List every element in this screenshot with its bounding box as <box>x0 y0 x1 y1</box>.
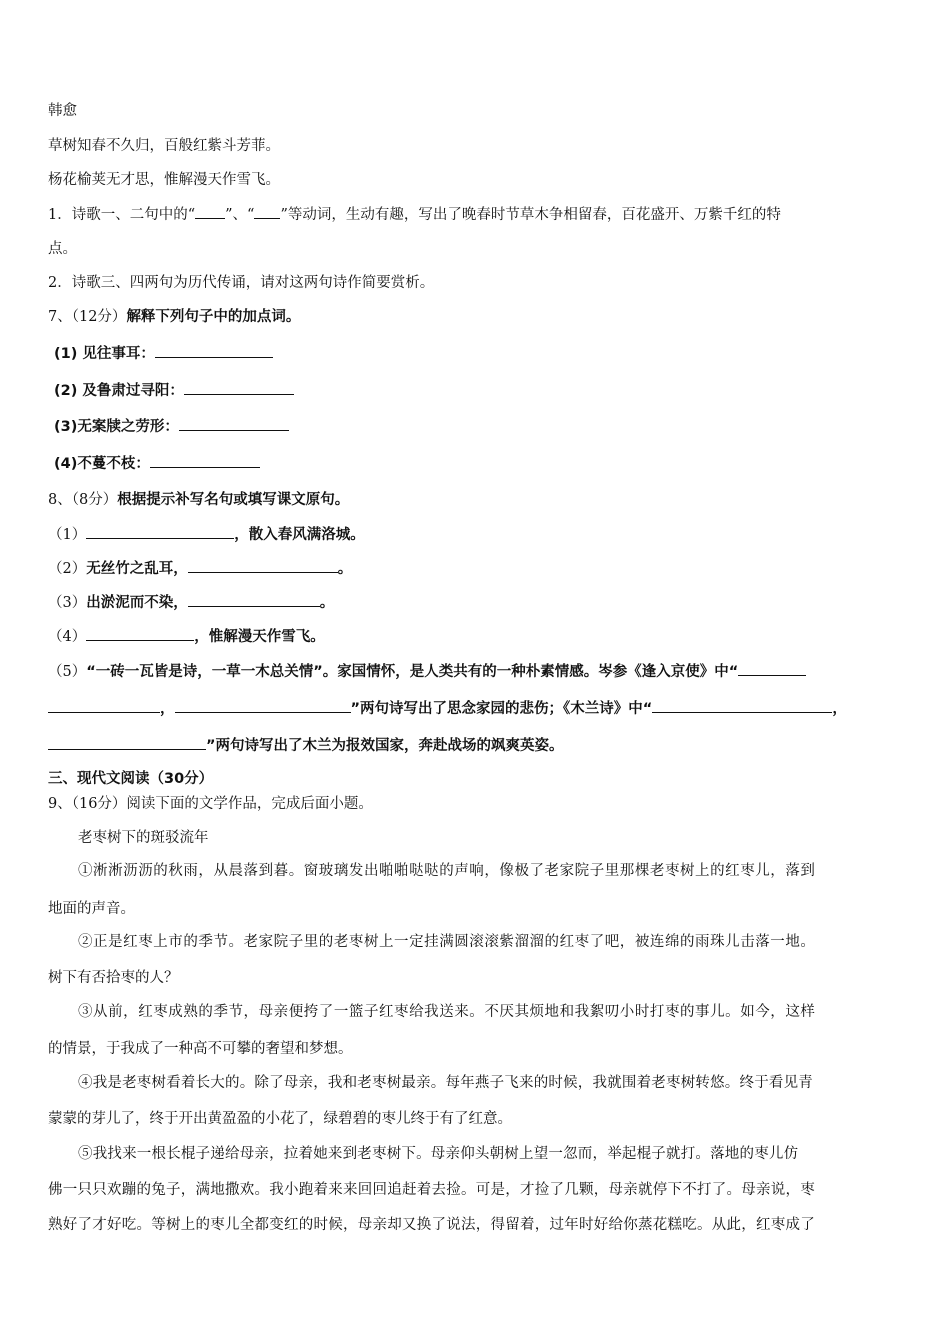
q8-item-5-blank-2[interactable] <box>48 698 160 713</box>
q8-item-5-text: “一砖一瓦皆是诗，一草一木总关情”。家国情怀，是人类共有的一种朴素情感。岑参《逢入京使》中“ <box>86 664 739 680</box>
article-paragraph-1: ①淅淅沥沥的秋雨，从晨落到暮。窗玻璃发出啪啪哒哒的声响，像极了老家院子里那棵老枣树上的红枣儿，落到 <box>78 863 816 879</box>
q8-item-5-sep-1: ， <box>160 701 175 717</box>
q8-heading <box>48 490 349 510</box>
q8-item-3-text: 出淤泥而不染， <box>86 595 188 611</box>
q7-heading <box>48 307 300 327</box>
q8-item-5-end: ”两句诗写出了木兰为报效国家，奔赴战场的飒爽英姿。 <box>206 738 564 754</box>
q8-item-4 <box>48 626 325 647</box>
q7-item-3-text: 无案牍之劳形： <box>77 419 179 435</box>
q8-item-5-blank-3[interactable] <box>175 698 351 713</box>
q7-item-1-blank[interactable] <box>155 343 273 358</box>
q8-item-5-blank-5[interactable] <box>48 735 206 750</box>
q1-text-c: ”等动词，生动有趣，写出了晚春时节草木争相留春，百花盛开、万紫千红的特 <box>280 207 781 223</box>
poem-line-2: 杨花榆荚无才思，惟解漫天作雪飞。 <box>48 172 280 188</box>
q8-item-1-blank[interactable] <box>86 524 234 539</box>
q7-item-4-num: (4) <box>54 456 78 472</box>
q7-item-4-blank[interactable] <box>150 453 260 468</box>
q7-item-3-num: (3) <box>54 419 78 435</box>
q8-item-5 <box>48 661 806 682</box>
q8-item-5-num: （5） <box>48 664 87 680</box>
q8-number: 8、（8分） <box>48 492 118 508</box>
q7-item-2-num: (2) <box>54 383 78 399</box>
q7-item-1 <box>54 343 273 364</box>
q8-item-4-text: ，惟解漫天作雪飞。 <box>194 629 325 645</box>
poem-author: 韩愈 <box>48 103 77 119</box>
q1-blank-1[interactable] <box>195 204 225 219</box>
poem-question-1-cont: 点。 <box>48 241 77 257</box>
article-paragraph-5: ⑤我找来一根长棍子递给母亲，拉着她来到老枣树下。母亲仰头朝树上望一忽而，举起棍子就打。落地的枣儿仿 <box>78 1146 799 1162</box>
article-paragraph-5-line-3: 熟好了才好吃。等树上的枣儿全都变红的时候，母亲却又换了说法，得留着，过年时好给你蒸花糕吃。从此，红枣成了 <box>48 1217 815 1233</box>
q7-item-3 <box>54 416 289 437</box>
article-paragraph-4-cont: 蒙蒙的芽儿了，终于开出黄盈盈的小花了，绿碧碧的枣儿终于有了红意。 <box>48 1111 512 1127</box>
q8-item-5-line-2 <box>48 698 847 719</box>
q7-item-2-blank[interactable] <box>184 380 294 395</box>
q7-item-1-text: 见往事耳： <box>82 346 155 362</box>
q8-item-5-blank-4[interactable] <box>652 698 832 713</box>
poem-question-1 <box>48 204 781 225</box>
article-paragraph-3-cont: 的情景，于我成了一种高不可攀的奢望和梦想。 <box>48 1041 353 1057</box>
article-paragraph-2-cont: 树下有否拾枣的人？ <box>48 970 179 986</box>
q8-item-2 <box>48 558 352 579</box>
q8-item-1-num: （1） <box>48 527 87 543</box>
article-title: 老枣树下的斑驳流年 <box>78 830 209 846</box>
q9-intro: 9、（16分）阅读下面的文学作品，完成后面小题。 <box>48 796 373 812</box>
q7-item-3-blank[interactable] <box>179 416 289 431</box>
article-paragraph-2: ②正是红枣上市的季节。老家院子里的老枣树上一定挂满圆滚滚紫溜溜的红枣了吧，被连绵的雨珠儿击落一地。 <box>78 934 816 950</box>
q8-item-1 <box>48 524 365 545</box>
q7-item-1-num: (1) <box>54 346 78 362</box>
q8-item-2-blank[interactable] <box>188 558 338 573</box>
q8-item-2-num: （2） <box>48 561 87 577</box>
q8-item-5-blank-1[interactable] <box>738 661 806 676</box>
q8-item-3-end: 。 <box>319 595 335 611</box>
q8-item-2-end: 。 <box>337 561 353 577</box>
q8-item-3 <box>48 592 334 613</box>
q8-item-3-num: （3） <box>48 595 87 611</box>
q7-item-4 <box>54 453 260 474</box>
section-3-heading: 三、现代文阅读（30分） <box>48 771 214 787</box>
q7-number: 7、（12分） <box>48 309 127 325</box>
q8-title: 根据提示补写名句或填写课文原句。 <box>117 492 350 508</box>
q8-item-4-blank[interactable] <box>86 626 194 641</box>
poem-line-1: 草树知春不久归，百般红紫斗芳菲。 <box>48 138 280 154</box>
q1-text-b: ”、“ <box>225 207 255 223</box>
q8-item-3-blank[interactable] <box>188 592 320 607</box>
q7-title: 解释下列句子中的加点词。 <box>126 309 301 325</box>
article-paragraph-1-cont: 地面的声音。 <box>48 901 135 917</box>
poem-question-2: 2．诗歌三、四两句为历代传诵，请对这两句诗作简要赏析。 <box>48 275 435 291</box>
article-paragraph-4: ④我是老枣树看着长大的。除了母亲，我和老枣树最亲。每年燕子飞来的时候，我就围着老枣树转悠。终于看见青 <box>78 1075 813 1091</box>
q7-item-4-text: 不蔓不枝： <box>77 456 150 472</box>
q8-item-1-text: ，散入春风满洛城。 <box>234 527 365 543</box>
q8-item-5-mid: ”两句诗写出了思念家园的悲伤；《木兰诗》中“ <box>350 701 653 717</box>
q1-blank-2[interactable] <box>254 204 280 219</box>
q8-item-2-text: 无丝竹之乱耳， <box>86 561 188 577</box>
q7-item-2 <box>54 380 294 401</box>
q1-text-a: 1．诗歌一、二句中的“ <box>48 207 196 223</box>
article-paragraph-3: ③从前，红枣成熟的季节，母亲便挎了一篮子红枣给我送来。不厌其烦地和我絮叨小时打枣的事儿。如今，这样 <box>78 1004 816 1020</box>
q7-item-2-text: 及鲁肃过寻阳： <box>82 383 184 399</box>
q8-item-4-num: （4） <box>48 629 87 645</box>
article-paragraph-5-line-2: 佛一只只欢蹦的兔子，满地撒欢。我小跑着来来回回追赶着去捡。可是，才捡了几颗，母亲就停下不打了。母亲说，枣 <box>48 1182 815 1198</box>
q8-item-5-sep-2: ， <box>832 701 847 717</box>
q8-item-5-line-3 <box>48 735 564 756</box>
